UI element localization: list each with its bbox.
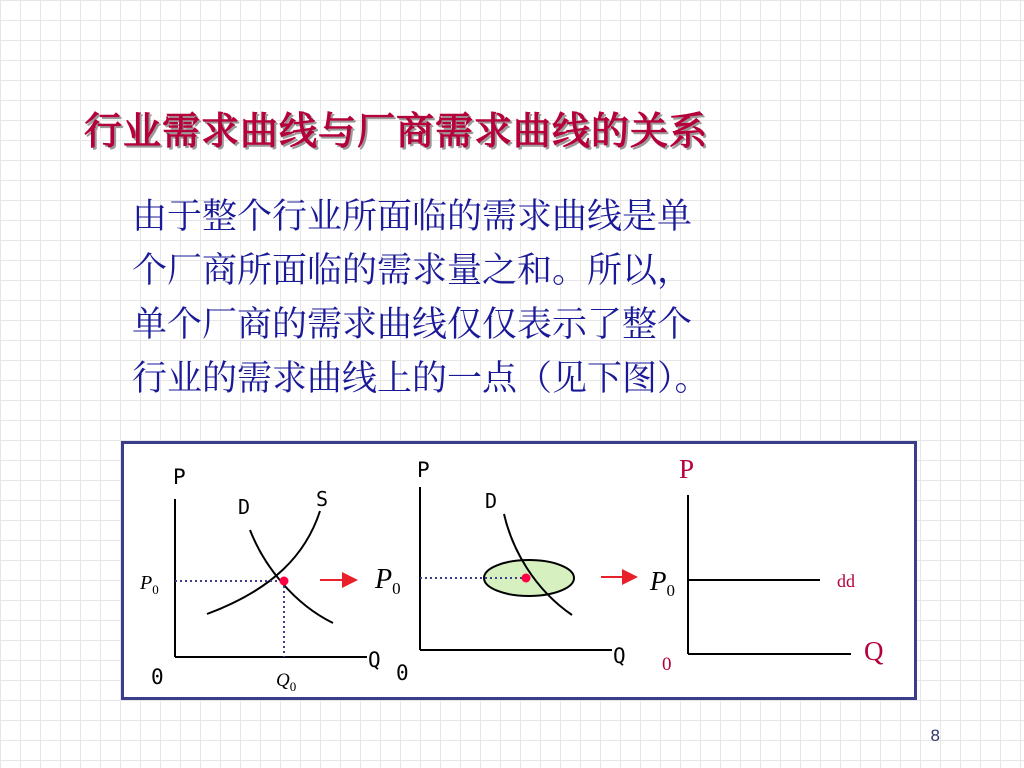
body-line-4: 行业的需求曲线上的一点（见下图）。 [132,359,710,399]
zoom-p-axis-label: P [417,458,430,482]
market-q-axis-label: Q [368,648,381,672]
diagram-svg [124,444,914,697]
firm-p0-label: $P_0$ [650,566,675,600]
market-p0-label: $P_0$ [140,572,159,597]
market-equilibrium-point [280,577,289,586]
firm-q-axis-label: Q [864,636,884,666]
market-supply-curve [207,511,320,614]
zoom-point [522,574,531,583]
zoom-demand-label: D [485,489,498,513]
body-text [132,190,892,406]
body-line-2: 个厂商所面临的需求量之和。所以， [132,251,693,291]
market-q0-label: $Q_0$ [276,670,297,694]
zoom-p0-label: $P_0$ [375,564,401,598]
slide-title: 行业需求曲线与厂商需求曲线的关系 [84,109,709,153]
market-demand-label: D [238,495,251,519]
page-number: 8 [930,726,940,745]
market-demand-curve [250,530,333,623]
body-line-3: 单个厂商的需求曲线仅仅表示了整个 [132,305,693,345]
body-line-1: 由于整个行业所面临的需求曲线是单 [132,197,693,237]
firm-panel [649,454,884,675]
zoom-panel [374,458,626,685]
firm-dd-label: dd [837,571,855,591]
market-p-axis-label: P [173,465,186,489]
firm-p-axis-label: P [679,454,695,484]
market-origin-label: 0 [151,665,164,689]
firm-origin-label: 0 [662,654,672,675]
market-supply-label: S [316,487,329,511]
diagram-figure [121,441,917,700]
zoom-q-axis-label: Q [613,644,626,668]
zoom-origin-label: 0 [396,661,409,685]
